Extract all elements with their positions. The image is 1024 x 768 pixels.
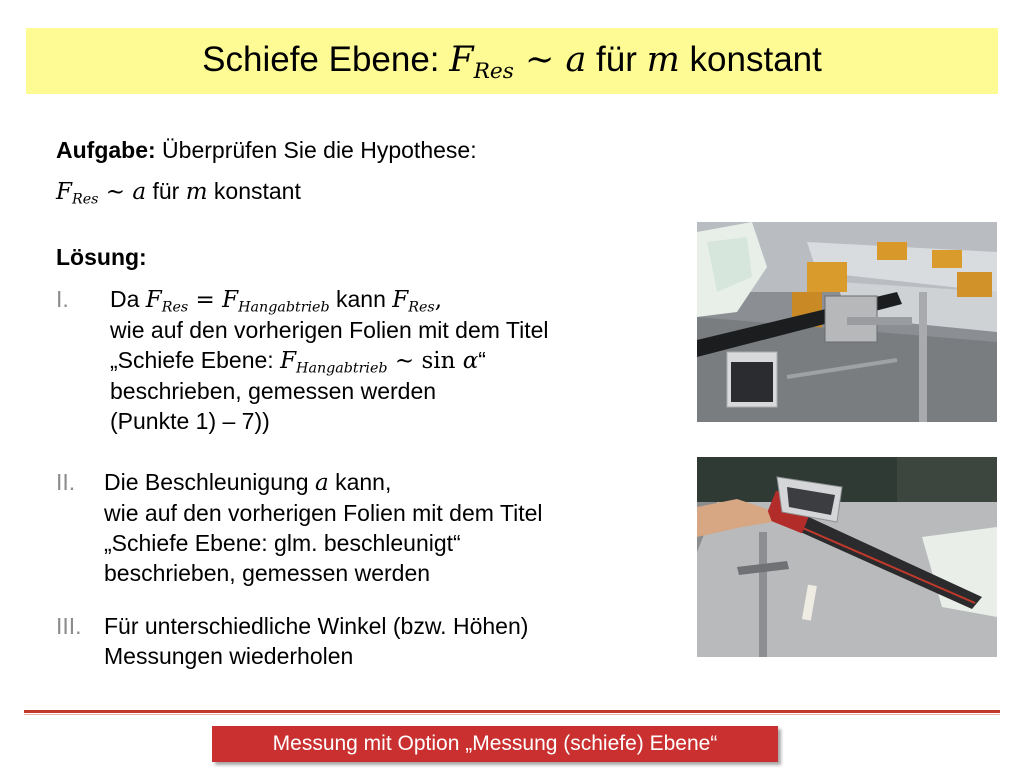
- footer-divider-shadow: [24, 714, 1000, 715]
- list-item-2-line-2: wie auf den vorherigen Folien mit dem Titel: [104, 500, 543, 526]
- experiment-photo-bottom: [697, 457, 997, 657]
- list-item-2-line-3: „Schiefe Ebene: glm. beschleunigt“: [104, 530, 461, 556]
- hypothesis: $F_{Res}$ ∼ a für m konstant: [56, 178, 301, 208]
- task-line: Aufgabe: Überprüfen Sie die Hypothese:: [56, 137, 477, 163]
- list-item-3-line-1: Für unterschiedliche Winkel (bzw. Höhen): [104, 613, 529, 639]
- list-item-2-line-4: beschrieben, gemessen werden: [104, 560, 431, 586]
- list-item-1-line-2: wie auf den vorherigen Folien mit dem Titel: [110, 317, 549, 343]
- list-number-1: I.: [56, 286, 69, 312]
- list-item-1-line-1: Da $F_{Res} = F_{Hangabtrieb}$ kann $F_{Res}$,: [110, 286, 443, 316]
- task-label: Aufgabe:: [56, 137, 156, 163]
- list-item-2: [104, 467, 543, 588]
- list-item-1-line-4: beschrieben, gemessen werden: [110, 378, 437, 404]
- title-bar: [26, 28, 998, 94]
- experiment-photo-top: [697, 222, 997, 422]
- list-item-1: [110, 284, 549, 436]
- list-item-1-line-3: „Schiefe Ebene: $F_{Hangabtrieb}$ ∼ sin α“: [110, 347, 486, 377]
- measurement-option-button[interactable]: Messung mit Option „Messung (schiefe) Ebene“: [212, 726, 778, 762]
- list-item-1-line-5: (Punkte 1) – 7)): [110, 408, 270, 434]
- list-number-2: II.: [56, 469, 76, 495]
- list-number-3: III.: [56, 613, 82, 639]
- list-item-3-line-2: Messungen wiederholen: [104, 643, 354, 669]
- list-item-2-line-1: Die Beschleunigung a kann,: [104, 469, 392, 496]
- slide-title: Schiefe Ebene: $F_{Res}$ ∼ a für m konstant: [202, 40, 822, 84]
- footer-divider: [24, 710, 1000, 713]
- task-text: Überprüfen Sie die Hypothese: [155, 137, 471, 163]
- list-item-3: [104, 611, 528, 671]
- solution-label: Lösung:: [56, 244, 147, 270]
